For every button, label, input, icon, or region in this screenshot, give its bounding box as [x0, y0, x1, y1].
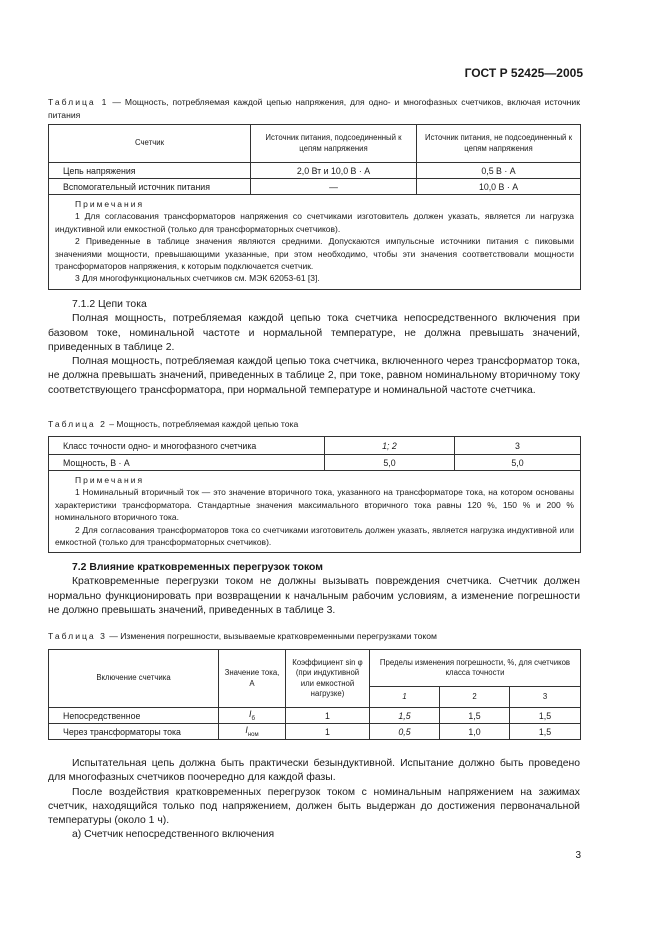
table-cell: 1,5: [510, 708, 581, 724]
table1-notes: [49, 195, 581, 290]
table-row: [49, 437, 581, 455]
current-subscript: ном: [247, 731, 259, 738]
table1-caption: [48, 96, 580, 121]
table3-caption: [48, 630, 580, 643]
paragraph: Испытательная цепь должна быть практически безындуктивной. Испытание должно быть проведено для многофазных счетчиков поочередно для каждой фазы.: [48, 758, 580, 784]
current-symbol: I: [249, 709, 252, 720]
table3-header-limits: Пределы изменения погрешности, %, для счетчиков класса точности: [370, 650, 581, 687]
table-cell: 5,0: [325, 455, 455, 471]
table-cell: 0,5: [370, 724, 440, 740]
table2-caption: [48, 418, 580, 431]
section-7-1-2: [48, 298, 580, 398]
table1: [48, 124, 581, 290]
table-cell: Через трансформаторы тока: [49, 724, 219, 740]
table-cell: [219, 708, 286, 724]
table-cell: 0,5 В · А: [417, 163, 581, 179]
paragraph: Полная мощность, потребляемая каждой цепью тока счетчика непосредственного включения при базовом токе, номинальной частоте и нормальной температуре, не должна превышать значений, приведенных в таблице 2.: [48, 313, 580, 353]
note: 1 Номинальный вторичный ток — это значение вторичного тока, указанного на трансформаторе тока, на котором основаны характеристики трансформатора. Стандартные значения максимального вторичного тока равны 120 %, 150 % и 200 % номинального вторичного тока.: [55, 487, 574, 523]
paragraph: Полная мощность, потребляемая каждой цепью тока счетчика, включенного через трансформатор тока, не должна превышать значений, приведенных в таблице 2, при токе, равном номинальному вторичному току соответствующего трансформатора, при нормальной температуре и номинальной частоте счетчика.: [48, 356, 580, 396]
current-symbol: I: [245, 725, 248, 736]
table3-class-1: 1: [370, 687, 440, 708]
current-subscript: б: [251, 715, 255, 722]
section-7-2-continued: [48, 757, 580, 843]
table-cell: Цепь напряжения: [49, 163, 251, 179]
table-cell: 1,0: [440, 724, 510, 740]
table-cell: 1; 2: [325, 437, 455, 455]
table3-header-coefficient: Коэффициент sin φ (при индуктивной или емкостной нагрузке): [286, 650, 370, 708]
table3-caption-text: — Изменения погрешности, вызываемые кратковременными перегрузками током: [106, 631, 437, 641]
table2-caption-text: – Мощность, потребляемая каждой цепью тока: [106, 419, 299, 429]
table-row: [49, 708, 581, 724]
table3-label: Таблица 3: [48, 631, 107, 641]
table1-caption-text: — Мощность, потребляемая каждой цепью напряжения, для одно- и многофазных счетчиков, включая источник питания: [48, 97, 580, 120]
table-cell: 1: [286, 724, 370, 740]
paragraph: Кратковременные перегрузки током не должны вызывать повреждения счетчика. Счетчик должен нормально функционировать при возвращении к начальным рабочим условиям, а изменение погрешности не должно превышать значений, приведенных в таблице 3.: [48, 576, 580, 616]
table-cell: [219, 724, 286, 740]
table-cell: 1,5: [440, 708, 510, 724]
document-code: ГОСТ Р 52425—2005: [464, 66, 583, 80]
table-cell: Класс точности одно- и многофазного счетчика: [49, 437, 325, 455]
paragraph: После воздействия кратковременных перегрузок током с номинальным напряжением на зажимах счетчик, находящийся только под напряжением, должен быть выдержан до достижения первоначальной температуры (около 1 ч).: [48, 786, 580, 827]
page-number: 3: [575, 850, 581, 861]
table-cell: Непосредственное: [49, 708, 219, 724]
table2-label: Таблица 2: [48, 419, 107, 429]
section-heading: 7.1.2 Цепи тока: [72, 299, 147, 310]
table1-header-connected: Источник питания, подсоединенный к цепям напряжения: [251, 125, 417, 163]
table-cell: —: [251, 179, 417, 195]
table-cell: 5,0: [455, 455, 581, 471]
table3-class-2: 2: [440, 687, 510, 708]
notes-title: Примечания: [75, 199, 145, 209]
notes-title: Примечания: [75, 475, 145, 485]
table-cell: 3: [455, 437, 581, 455]
table2-notes: [49, 471, 581, 553]
table3: [48, 649, 581, 740]
table-cell: 1,5: [370, 708, 440, 724]
table-row: [49, 724, 581, 740]
table1-header-meter: Счетчик: [49, 125, 251, 163]
section-7-2: [48, 561, 580, 618]
section-heading: 7.2 Влияние кратковременных перегрузок током: [72, 562, 323, 573]
table3-header-current: Значение тока, А: [219, 650, 286, 708]
table-row: [49, 455, 581, 471]
table-cell: Вспомогательный источник питания: [49, 179, 251, 195]
table-row: [49, 163, 581, 179]
note: 2 Приведенные в таблице значения являются средними. Допускаются импульсные источники питания с пиковыми значениями мощности, превышающими указанные, при этом необходимо, чтобы эти значения соответствовали мощности трансформаторов напряжения, к которым подключается счетчик.: [55, 236, 574, 272]
table1-label: Таблица 1: [48, 97, 109, 107]
table2: [48, 436, 581, 553]
note: 1 Для согласования трансформаторов напряжения со счетчиками изготовитель должен указать, является ли нагрузка индуктивной или емкостной (только для трансформаторных счетчиков).: [55, 211, 574, 234]
table-cell: 10,0 В · А: [417, 179, 581, 195]
table3-header-connection: Включение счетчика: [49, 650, 219, 708]
note: 3 Для многофункциональных счетчиков см. МЭК 62053-61 [3].: [75, 273, 320, 284]
table-cell: Мощность, В · А: [49, 455, 325, 471]
table1-header-not-connected: Источник питания, не подсоединенный к цепям напряжения: [417, 125, 581, 163]
table-cell: 1,5: [510, 724, 581, 740]
paragraph: а) Счетчик непосредственного включения: [72, 829, 275, 841]
table-row: [49, 179, 581, 195]
note: 2 Для согласования трансформаторов тока со счетчиками изготовитель должен указать, является нагрузка индуктивной или емкостной (только для трансформаторных счетчиков).: [55, 524, 574, 548]
table3-class-3: 3: [510, 687, 581, 708]
table-cell: 1: [286, 708, 370, 724]
table-cell: 2,0 Вт и 10,0 В · А: [251, 163, 417, 179]
